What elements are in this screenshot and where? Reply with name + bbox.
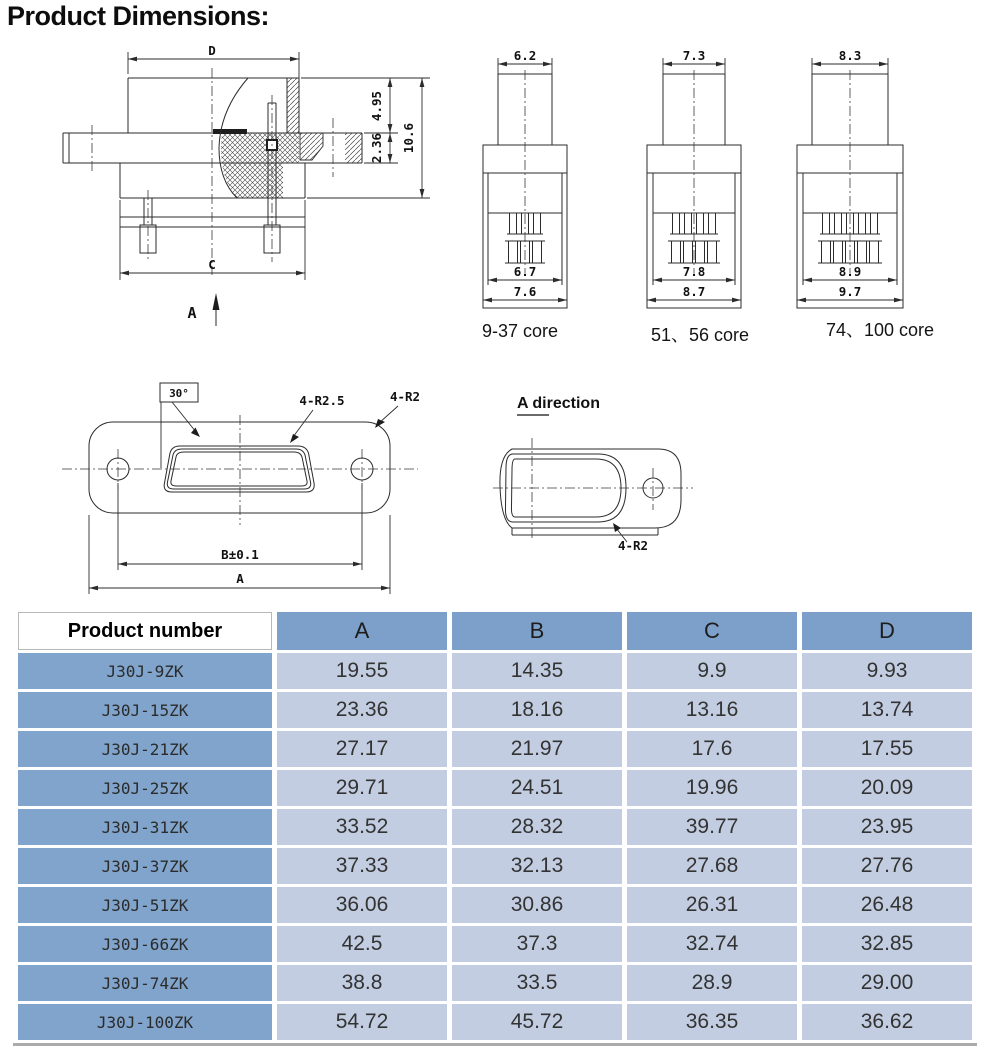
value-cell: 38.8 <box>277 965 447 1001</box>
value-cell: 37.33 <box>277 848 447 884</box>
cross-section-svg <box>40 40 440 335</box>
dim-label-outer: 8.7 <box>682 284 706 299</box>
product-cell: J30J-15ZK <box>18 692 272 728</box>
value-cell: 26.48 <box>802 887 972 923</box>
value-cell: 17.55 <box>802 731 972 767</box>
value-cell: 13.74 <box>802 692 972 728</box>
table-row <box>18 770 972 806</box>
product-cell: J30J-66ZK <box>18 926 272 962</box>
dim-label-495: 4.95 <box>369 90 384 122</box>
product-cell: J30J-25ZK <box>18 770 272 806</box>
value-cell: 9.9 <box>627 653 797 689</box>
a-direction-svg <box>455 388 705 563</box>
front-view-svg <box>60 375 460 600</box>
product-cell: J30J-74ZK <box>18 965 272 1001</box>
profile-2-svg <box>624 48 764 320</box>
table-row <box>18 965 972 1001</box>
value-cell: 24.51 <box>452 770 622 806</box>
product-cell: J30J-100ZK <box>18 1004 272 1040</box>
dim-label-top: 7.3 <box>682 48 706 63</box>
dim-label-106: 10.6 <box>401 122 416 154</box>
dim-label-outer: 7.6 <box>513 284 537 299</box>
profile-3-svg <box>780 48 920 320</box>
column-header-a: A <box>277 612 447 650</box>
page-title: Product Dimensions: <box>7 1 270 31</box>
r2-label: 4-R2 <box>389 389 421 404</box>
view-a-label: A <box>187 304 197 322</box>
value-cell: 14.35 <box>452 653 622 689</box>
view-a-arrow-icon <box>213 293 220 310</box>
table-row <box>18 653 972 689</box>
value-cell: 19.96 <box>627 770 797 806</box>
product-cell: J30J-21ZK <box>18 731 272 767</box>
dim-label-inner: 6.7 <box>513 264 537 279</box>
dim-label-outer: 9.7 <box>838 284 862 299</box>
a-direction-drawing <box>455 388 705 568</box>
table-row <box>18 887 972 923</box>
value-cell: 42.5 <box>277 926 447 962</box>
value-cell: 30.86 <box>452 887 622 923</box>
value-cell: 19.55 <box>277 653 447 689</box>
value-cell: 54.72 <box>277 1004 447 1040</box>
product-number-header: Product number <box>18 612 272 650</box>
table-row <box>18 1004 972 1040</box>
value-cell: 9.93 <box>802 653 972 689</box>
profile-view-1 <box>455 48 595 325</box>
table-row <box>18 692 972 728</box>
dim-label-inner: 7.8 <box>682 264 706 279</box>
product-cell: J30J-9ZK <box>18 653 272 689</box>
product-cell: J30J-31ZK <box>18 809 272 845</box>
column-header-b: B <box>452 612 622 650</box>
value-cell: 27.68 <box>627 848 797 884</box>
value-cell: 20.09 <box>802 770 972 806</box>
value-cell: 32.13 <box>452 848 622 884</box>
profile-1-caption: 9-37 core <box>481 321 559 341</box>
value-cell: 23.36 <box>277 692 447 728</box>
dim-label-c: C <box>208 257 216 272</box>
r25-label: 4-R2.5 <box>299 393 345 408</box>
dim-label-236: 2.36 <box>369 132 384 164</box>
column-header-c: C <box>627 612 797 650</box>
value-cell: 27.76 <box>802 848 972 884</box>
profile-1-svg <box>455 48 595 320</box>
value-cell: 28.9 <box>627 965 797 1001</box>
profile-3-caption: 74、100 core <box>825 320 935 340</box>
value-cell: 23.95 <box>802 809 972 845</box>
table-row <box>18 731 972 767</box>
profile-2-caption: 51、56 core <box>650 325 750 345</box>
value-cell: 36.06 <box>277 887 447 923</box>
product-cell: J30J-37ZK <box>18 848 272 884</box>
column-header-d: D <box>802 612 972 650</box>
value-cell: 45.72 <box>452 1004 622 1040</box>
value-cell: 13.16 <box>627 692 797 728</box>
dim-label-a: A <box>236 571 244 586</box>
angle-label: 30° <box>169 387 189 400</box>
profile-view-2 <box>624 48 764 325</box>
dim-label-b: B±0.1 <box>221 547 259 562</box>
value-cell: 32.85 <box>802 926 972 962</box>
table-header-row <box>18 612 972 650</box>
value-cell: 39.77 <box>627 809 797 845</box>
table-row <box>18 926 972 962</box>
dim-label-inner: 8.9 <box>838 264 862 279</box>
value-cell: 17.6 <box>627 731 797 767</box>
value-cell: 33.52 <box>277 809 447 845</box>
value-cell: 33.5 <box>452 965 622 1001</box>
table-row <box>18 809 972 845</box>
value-cell: 37.3 <box>452 926 622 962</box>
value-cell: 18.16 <box>452 692 622 728</box>
dim-label-top: 8.3 <box>838 48 862 63</box>
value-cell: 36.62 <box>802 1004 972 1040</box>
value-cell: 26.31 <box>627 887 797 923</box>
value-cell: 29.00 <box>802 965 972 1001</box>
dimensions-table <box>13 609 977 1043</box>
front-view-drawing <box>60 375 460 605</box>
dim-label-top: 6.2 <box>513 48 537 63</box>
value-cell: 21.97 <box>452 731 622 767</box>
a-direction-title: A direction <box>517 395 600 412</box>
value-cell: 28.32 <box>452 809 622 845</box>
value-cell: 29.71 <box>277 770 447 806</box>
value-cell: 27.17 <box>277 731 447 767</box>
profile-view-3 <box>780 48 920 325</box>
value-cell: 36.35 <box>627 1004 797 1040</box>
cross-section-drawing <box>40 40 440 340</box>
product-cell: J30J-51ZK <box>18 887 272 923</box>
dim-label-d: D <box>208 43 216 58</box>
r2-label: 4-R2 <box>617 538 649 553</box>
value-cell: 32.74 <box>627 926 797 962</box>
table-row <box>18 848 972 884</box>
